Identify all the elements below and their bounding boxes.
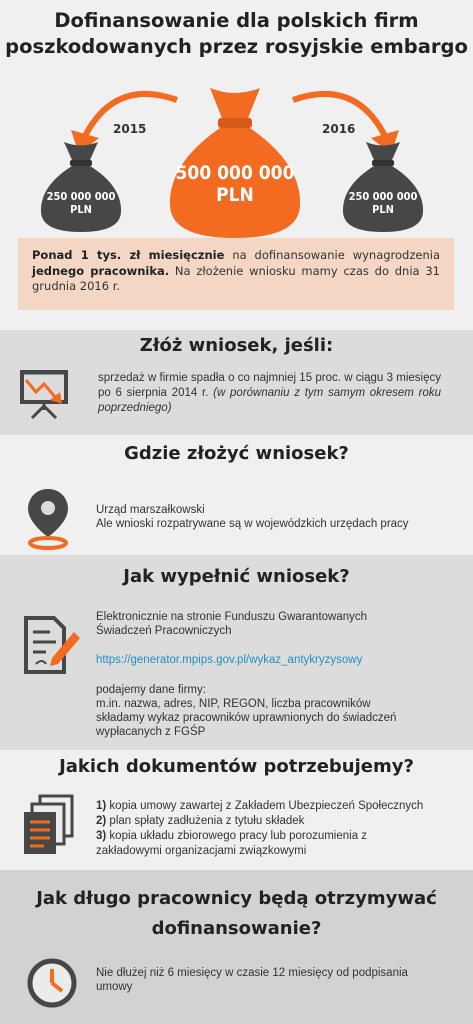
heading-duration-line-1: Jak długo pracownicy będą otrzymywać bbox=[36, 888, 437, 909]
title-line-1: Dofinansowanie dla polskich firm bbox=[54, 9, 419, 32]
heading-where: Gdzie złożyć wniosek? bbox=[124, 443, 349, 464]
location-pin-icon bbox=[26, 487, 70, 551]
money-bag-right-icon bbox=[338, 140, 428, 234]
clock-icon bbox=[26, 957, 78, 1009]
page-title bbox=[0, 8, 473, 60]
fgsp-generator-link[interactable]: https://generator.mpips.gov.pl/wykaz_antykryzysowy bbox=[96, 654, 363, 666]
apply-if-condition: sprzedaż w firmie spadła o co najmniej 15 proc. w ciągu 3 miesięcy po 6 sierpnia 2014 r. bbox=[98, 372, 441, 399]
duration-line-1: Nie dłużej niż 6 miesięcy w czasie 12 miesięcy od podpisania bbox=[96, 967, 408, 979]
bag-left-currency: PLN bbox=[70, 203, 92, 216]
doc-item-3 bbox=[96, 829, 367, 844]
doc-item-2-text: plan spłaty zadłużenia z tytułu składek bbox=[106, 815, 305, 827]
year-2016: 2016 bbox=[322, 122, 356, 136]
duration-line-2: umowy bbox=[96, 981, 133, 993]
doc-item-3-number: 3) bbox=[96, 830, 107, 842]
how-line-3: podajemy dane firmy: bbox=[96, 684, 206, 696]
heading-duration bbox=[0, 884, 473, 944]
doc-item-2-number: 2) bbox=[96, 815, 107, 827]
year-2015: 2015 bbox=[113, 122, 147, 136]
doc-item-1-number: 1) bbox=[96, 800, 107, 812]
doc-item-3-cont: zakładowymi organizacjami związkowymi bbox=[96, 845, 307, 857]
how-line-6: wypłacanych z FGŚP bbox=[96, 726, 206, 738]
doc-item-3-text: kopia układu zbiorowego pracy lub porozumienia z bbox=[106, 830, 368, 842]
info-deadline: Na złożenie wniosku mamy czas do dnia 31 grudnia 2016 r. bbox=[32, 263, 440, 293]
doc-item-1 bbox=[96, 799, 423, 814]
doc-item-2 bbox=[96, 814, 304, 829]
how-line-1: Elektronicznie na stronie Funduszu Gwarantowanych bbox=[96, 611, 368, 623]
bag-right-label bbox=[342, 190, 424, 216]
how-line-5: składamy wykaz pracowników uprawnionych do świadczeń bbox=[96, 712, 397, 724]
info-text-1: na dofinansowanie wynagrodzenia bbox=[224, 248, 440, 262]
heading-duration-line-2: dofinansowanie? bbox=[151, 918, 322, 939]
title-line-2: poszkodowanych przez rosyjskie embargo bbox=[5, 35, 468, 58]
info-box bbox=[18, 238, 454, 310]
doc-item-1-text: kopia umowy zawartej z Zakładem Ubezpieczeń Społecznych bbox=[106, 800, 424, 812]
bag-left-label bbox=[40, 190, 122, 216]
money-bag-left-icon bbox=[36, 140, 126, 234]
info-employee: jednego pracownika. bbox=[32, 263, 170, 278]
bag-center-amount: 500 000 000 bbox=[175, 162, 295, 184]
info-amount: Ponad 1 tys. zł miesięcznie bbox=[32, 248, 225, 262]
apply-if-note: (w porównaniu z tym samym okresem roku poprzedniego) bbox=[98, 387, 441, 414]
bag-center-currency: PLN bbox=[216, 184, 254, 206]
how-line-2: Świadczeń Pracowniczych bbox=[96, 625, 232, 637]
documents-stack-icon bbox=[20, 794, 76, 858]
declining-chart-icon bbox=[20, 370, 72, 420]
bag-right-currency: PLN bbox=[372, 203, 394, 216]
bag-left-amount: 250 000 000 bbox=[46, 190, 116, 203]
apply-if-text bbox=[98, 371, 441, 416]
form-pen-icon bbox=[22, 614, 82, 676]
heading-how: Jak wypełnić wniosek? bbox=[123, 566, 350, 587]
how-line-4: m.in. nazwa, adres, NIP, REGON, liczba pracowników bbox=[96, 698, 371, 710]
where-line-2: Ale wnioski rozpatrywane są w wojewódzkich urzędach pracy bbox=[96, 518, 409, 530]
heading-apply-if: Złóż wniosek, jeśli: bbox=[139, 335, 334, 356]
where-line-1: Urząd marszałkowski bbox=[96, 504, 205, 516]
bag-right-amount: 250 000 000 bbox=[348, 190, 418, 203]
bag-center-label bbox=[172, 162, 298, 206]
heading-documents: Jakich dokumentów potrzebujemy? bbox=[59, 756, 414, 777]
